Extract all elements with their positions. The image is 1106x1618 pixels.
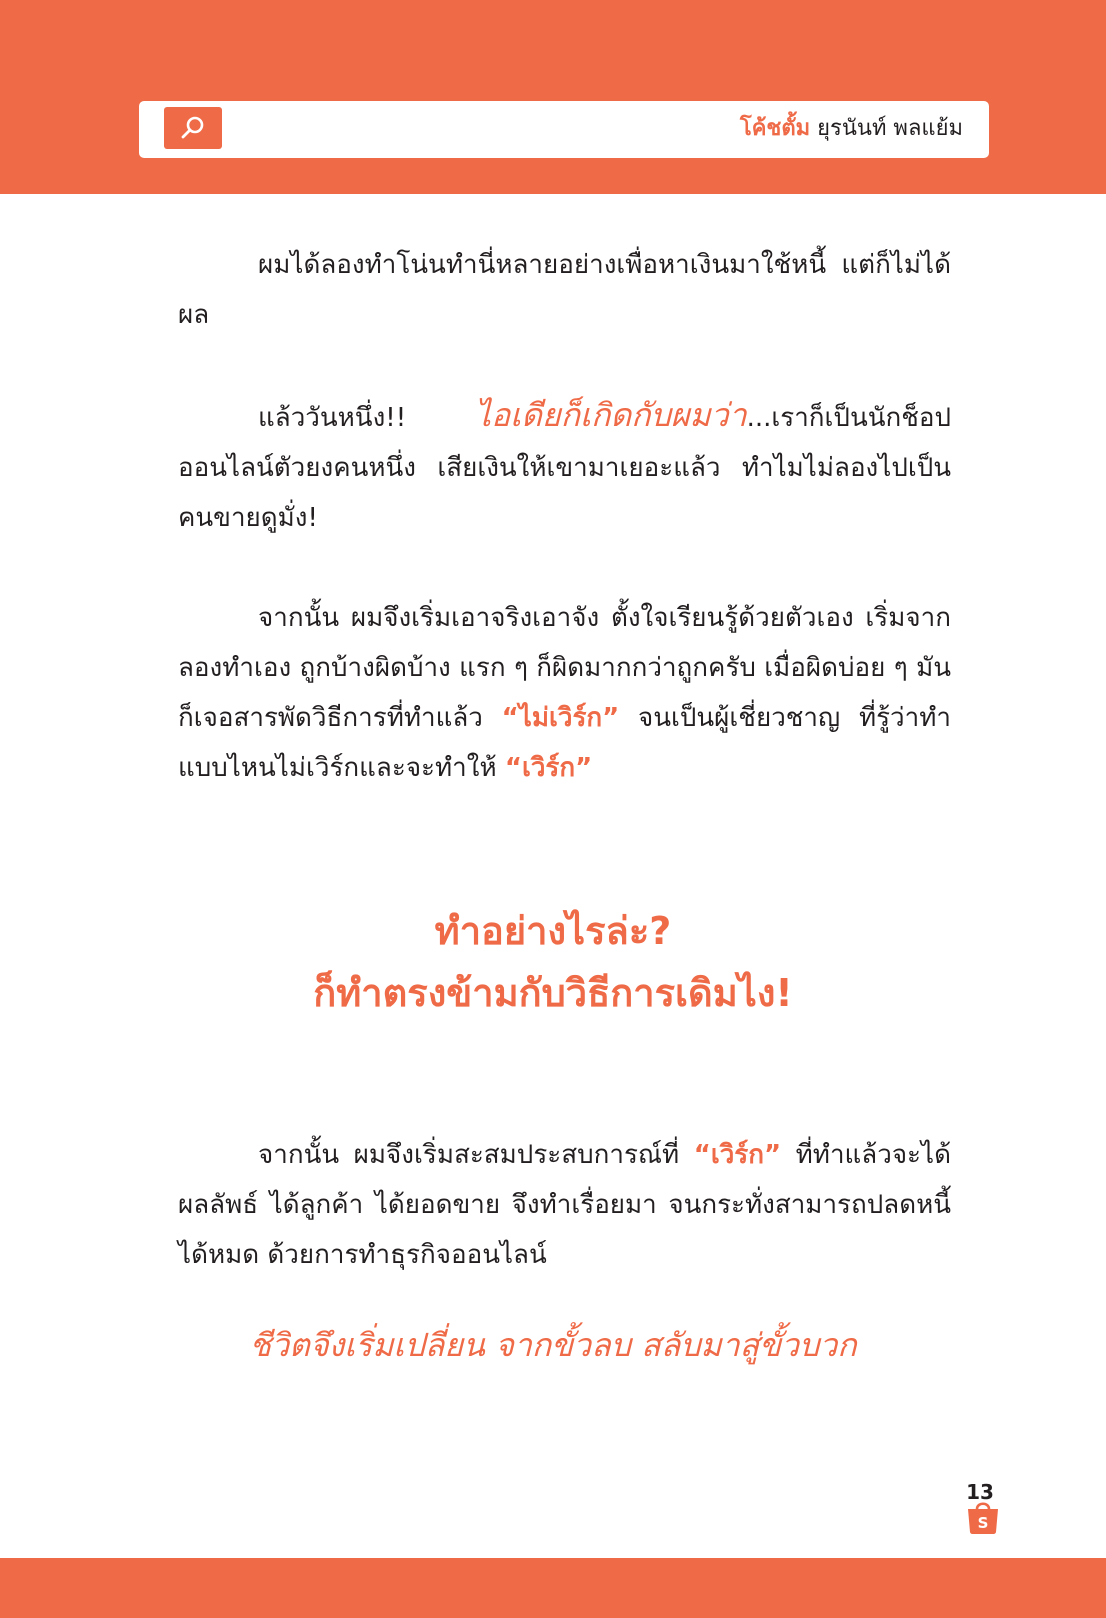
shopping-bag-icon <box>966 1499 1000 1535</box>
paragraph-4-start: จากนั้น ผมจึงเริ่มสะสมประสบการณ์ที่ <box>258 1140 694 1170</box>
search-icon <box>180 115 206 141</box>
paragraph-2-start: แล้ววันหนึ่ง!! <box>258 403 475 433</box>
closing-statement: ชีวิตจึงเริ่มเปลี่ยน จากขั้วลบ สลับมาสู่ขั้วบวก <box>249 1326 857 1364</box>
author-name: ยุรนันท์ พลแย้ม <box>817 116 963 141</box>
top-banner <box>0 0 1106 194</box>
paragraph-4 <box>178 1130 951 1280</box>
body-text <box>178 240 951 793</box>
paragraph-3-middle: จนเป็นผู้เชี่ยวชาญ ที่รู้ว่าทำแบบไหนไม่เวิร์กและจะทำให้ <box>178 703 951 783</box>
author-nickname: โค้ชตั้ม <box>739 116 811 141</box>
section-heading <box>0 900 1106 1024</box>
search-button[interactable] <box>164 107 222 149</box>
paragraph-3 <box>178 593 951 793</box>
paragraph-2 <box>178 390 951 543</box>
work-highlight-2: “เวิร์ก” <box>693 1140 782 1170</box>
page-number: 13 <box>966 1480 994 1504</box>
author-credit <box>740 114 963 144</box>
shop-letter: S <box>977 1514 989 1532</box>
not-work-highlight: “ไม่เวิร์ก” <box>501 703 620 733</box>
paragraph-1: ผมได้ลองทำโน่นทำนี่หลายอย่างเพื่อหาเงินมาใช้หนี้ แต่ก็ไม่ได้ผล <box>178 250 951 330</box>
idea-highlight: ไอเดียก็เกิดกับผมว่า <box>474 396 747 434</box>
paragraph-2-end: ...เราก็เป็นนักช็อปออนไลน์ตัวยงคนหนึ่ง เสียเงินให้เขามาเยอะแล้ว ทำไมไม่ลองไปเป็นคนขายดูมั่ง! <box>178 403 951 533</box>
paragraph-4-end: ที่ทำแล้วจะได้ผลลัพธ์ ได้ลูกค้า ได้ยอดขาย จึงทำเรื่อยมา จนกระทั่งสามารถปลดหนี้ได้หมด ด้วยการทำธุรกิจออนไลน์ <box>178 1140 951 1270</box>
heading-line-1: ทำอย่างไรล่ะ? <box>434 909 672 953</box>
bottom-banner <box>0 1558 1106 1618</box>
work-highlight: “เวิร์ก” <box>504 753 593 783</box>
header-bar <box>139 101 989 158</box>
body-text-2 <box>178 1130 951 1280</box>
paragraph-3-start: จากนั้น ผมจึงเริ่มเอาจริงเอาจัง ตั้งใจเรียนรู้ด้วยตัวเอง เริ่มจากลองทำเอง ถูกบ้างผิดบ้าง แรก ๆ ก็ผิดมากกว่าถูกครับ เมื่อผิดบ่อย ๆ มันก็เจอสารพัดวิธีการที่ทำแล้ว <box>178 603 951 733</box>
heading-line-2: ก็ทำตรงข้ามกับวิธีการเดิมไง! <box>313 971 793 1015</box>
